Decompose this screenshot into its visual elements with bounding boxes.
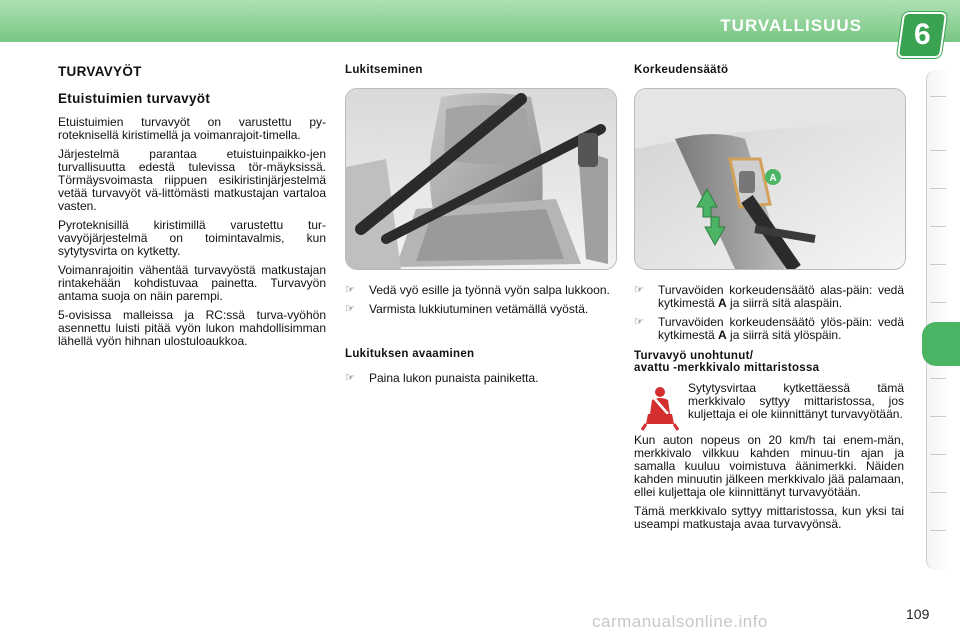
paragraph: Pyroteknisillä kiristimillä varustettu tur-vavyöjärjestelmä on toimintavalmis, kun sytytysvirta on kytketty.: [58, 218, 326, 258]
paragraph: Voimanrajoitin vähentää turvavyöstä matkustajan rintakehään kohdistuvaa painetta. Turvavyön antama suoja on näin parempi.: [58, 263, 326, 303]
seatbelt-warning-icon: [634, 382, 686, 434]
paragraph: Etuistuimien turvavyöt on varustettu py-roteknisellä kiristimellä ja voimanrajoit-timella.: [58, 115, 326, 142]
hand-pointer-icon: ☞: [345, 303, 355, 315]
hand-pointer-icon: ☞: [634, 316, 644, 328]
subsection-heading: Etuistuimien turvavyöt: [58, 91, 211, 106]
chapter-index-rail: [926, 70, 949, 570]
height-adjust-illustration: [634, 88, 906, 270]
paragraph: Järjestelmä parantaa etuistuinpaikko-jen turvallisuutta edestä tulevissa tör-mäyksissä. Törmäysvoimasta riippuen esikiristinjärjestelmä vetää turvavyöt vä-littömästi matkustajan vartaloa vasten.: [58, 147, 326, 213]
hand-pointer-icon: ☞: [634, 284, 644, 296]
rail-tick: [930, 454, 946, 455]
chapter-number: 6: [913, 18, 931, 51]
instruction-text: Turvavöiden korkeudensäätö ylös-päin: vedä kytkimestä A ja siirrä sitä ylöspäin.: [658, 315, 904, 342]
instruction-text: Paina lukon punaista painiketta.: [369, 371, 539, 385]
warning-light-note: [634, 382, 904, 434]
instruction-text: Vedä vyö esille ja työnnä vyön salpa lukkoon.: [369, 283, 610, 297]
instruction-item: [345, 284, 615, 297]
chapter-tab-active[interactable]: [922, 322, 960, 366]
locking-heading: Lukitseminen: [345, 64, 423, 76]
rail-tick: [930, 188, 946, 189]
hand-pointer-icon: ☞: [345, 372, 355, 384]
instruction-text: Turvavöiden korkeudensäätö alas-päin: vedä kytkimestä A ja siirrä sitä alaspäin.: [658, 283, 904, 310]
seat-with-belt-image: [346, 89, 616, 269]
height-adjust-heading: Korkeudensäätö: [634, 64, 729, 76]
instruction-item: [634, 284, 904, 310]
watermark: carmanualsonline.info: [592, 612, 768, 631]
rail-tick: [930, 492, 946, 493]
unlocking-heading: Lukituksen avaaminen: [345, 348, 475, 360]
page-number: 109: [906, 606, 930, 622]
seatbelt-illustration: [345, 88, 617, 270]
column-seatbelts-intro: [58, 60, 326, 354]
rail-tick: [930, 378, 946, 379]
rail-tick: [930, 150, 946, 151]
warning-light-text: Sytytysvirtaa kytkettäessä tämä merkkivalo syttyy mittaristossa, jos kuljettaja ei ole kiinnittänyt turvavyötään.: [688, 381, 904, 421]
header-divider: [0, 42, 960, 54]
rail-tick: [930, 96, 946, 97]
paragraph: Tämä merkkivalo syttyy mittaristossa, kun yksi tai useampi matkustaja avaa turvavyönsä.: [634, 504, 904, 531]
column-locking: [345, 60, 615, 391]
instruction-item: [634, 316, 904, 342]
callout-label-a: A: [769, 173, 777, 184]
rail-tick: [930, 264, 946, 265]
instruction-item: [345, 303, 615, 316]
rail-tick: [930, 226, 946, 227]
section-heading: TURVAVYÖT: [58, 64, 142, 79]
chapter-badge: [897, 12, 947, 58]
pillar-belt-image: [635, 89, 905, 269]
hand-pointer-icon: ☞: [345, 284, 355, 296]
paragraph: 5-ovisissa malleissa ja RC:ssä turva-vyöhön asennettu luisti pitää vyön lukon mahdollisimman lähellä vyön hihnan ulostuloaukkoa.: [58, 308, 326, 348]
instruction-text: Varmista lukkiutuminen vetämällä vyöstä.: [369, 302, 589, 316]
paragraph: Kun auton nopeus on 20 km/h tai enem-män, merkkivalo vilkkuu kahden minuu-tin ajan ja samalla kuuluu voimistuva äänimerkki. Näiden kahden minuutin jälkeen merkkivalo jää palamaan, ellei kuljettaja ole kiinnittänyt turvavyötään.: [634, 433, 904, 499]
warning-light-heading: Turvavyö unohtunut/ avattu -merkkivalo mittaristossa: [634, 350, 820, 374]
instruction-item: [345, 372, 615, 385]
column-height-adjust: [634, 60, 904, 537]
rail-tick: [930, 302, 946, 303]
rail-tick: [930, 416, 946, 417]
page-section-title: TURVALLISUUS: [720, 16, 862, 35]
rail-tick: [930, 530, 946, 531]
